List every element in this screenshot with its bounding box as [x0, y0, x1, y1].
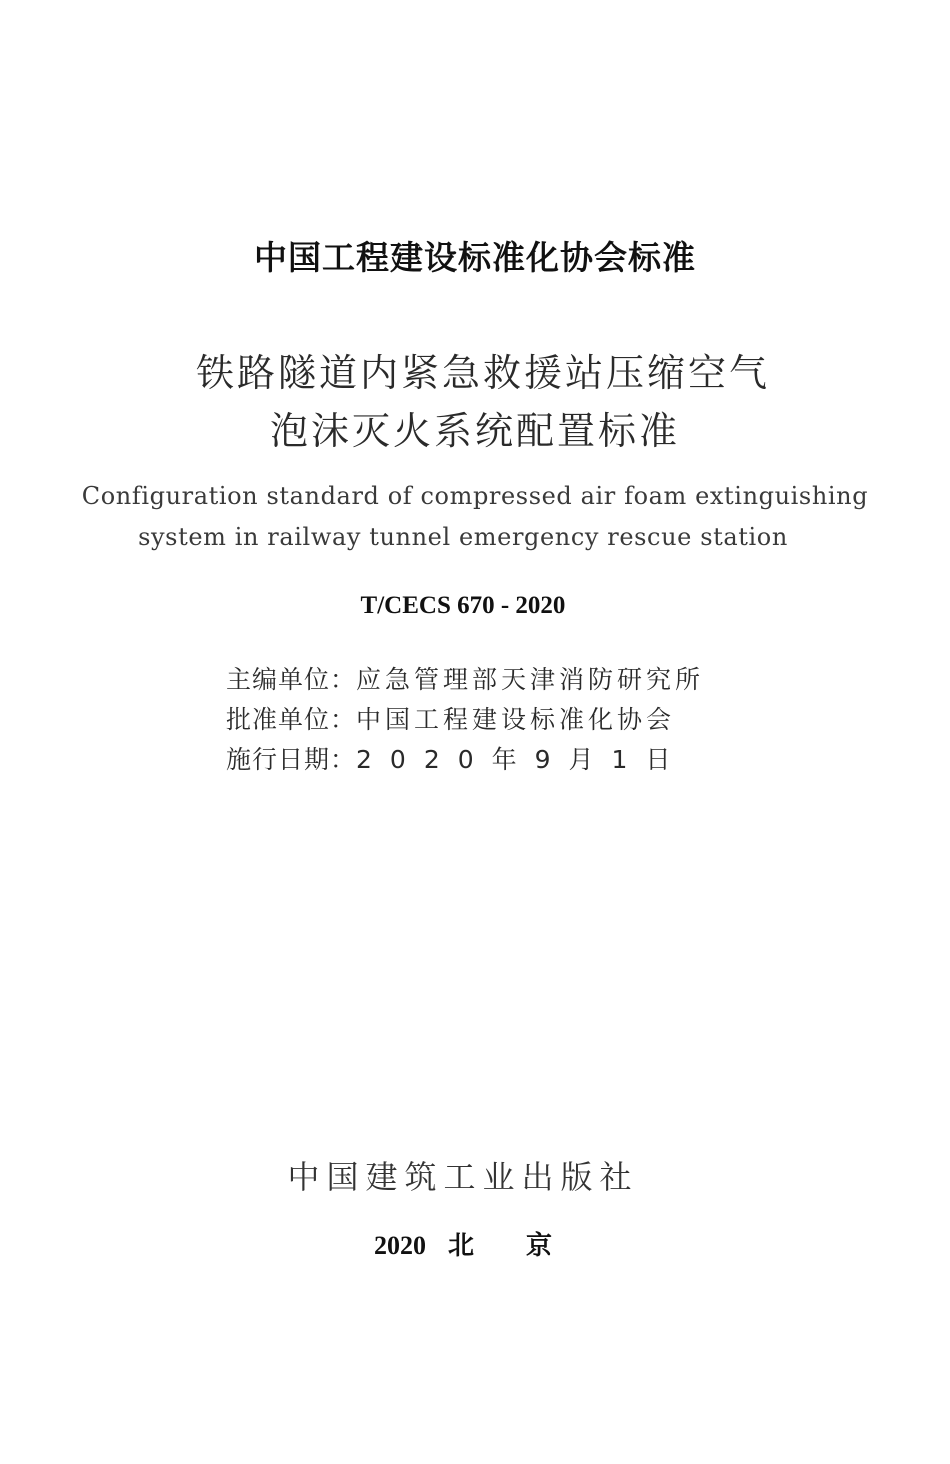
title-cn-line-2: 泡沫灭火系统配置标准	[269, 409, 680, 453]
editor-row	[226, 660, 704, 700]
approver-value: 中国工程建设标准化协会	[356, 705, 676, 734]
standard-code: T/CECS 670 - 2020	[360, 592, 566, 619]
editor-label: 主编单位：	[226, 665, 357, 694]
imprint-line	[0, 1225, 938, 1262]
editor-value: 应急管理部天津消防研究所	[356, 665, 705, 694]
approver-row	[226, 700, 704, 740]
date-row	[226, 740, 704, 780]
date-value: 2020年9月1日	[356, 745, 689, 774]
title-en-line-1: Configuration standard of compressed air foam extinguishing	[81, 482, 869, 510]
info-block	[226, 660, 704, 780]
title-cn-line-1: 铁路隧道内紧急救援站压缩空气	[195, 351, 770, 395]
title-en-line-2: system in railway tunnel emergency rescue station	[138, 523, 788, 551]
organization-heading: 中国工程建设标准化协会标准	[254, 238, 696, 277]
approver-label: 批准单位：	[226, 705, 357, 734]
publisher: 中国建筑工业出版社	[287, 1158, 639, 1196]
imprint-year: 2020	[373, 1231, 426, 1260]
imprint-city: 北京	[447, 1231, 604, 1261]
date-label: 施行日期：	[226, 745, 357, 774]
